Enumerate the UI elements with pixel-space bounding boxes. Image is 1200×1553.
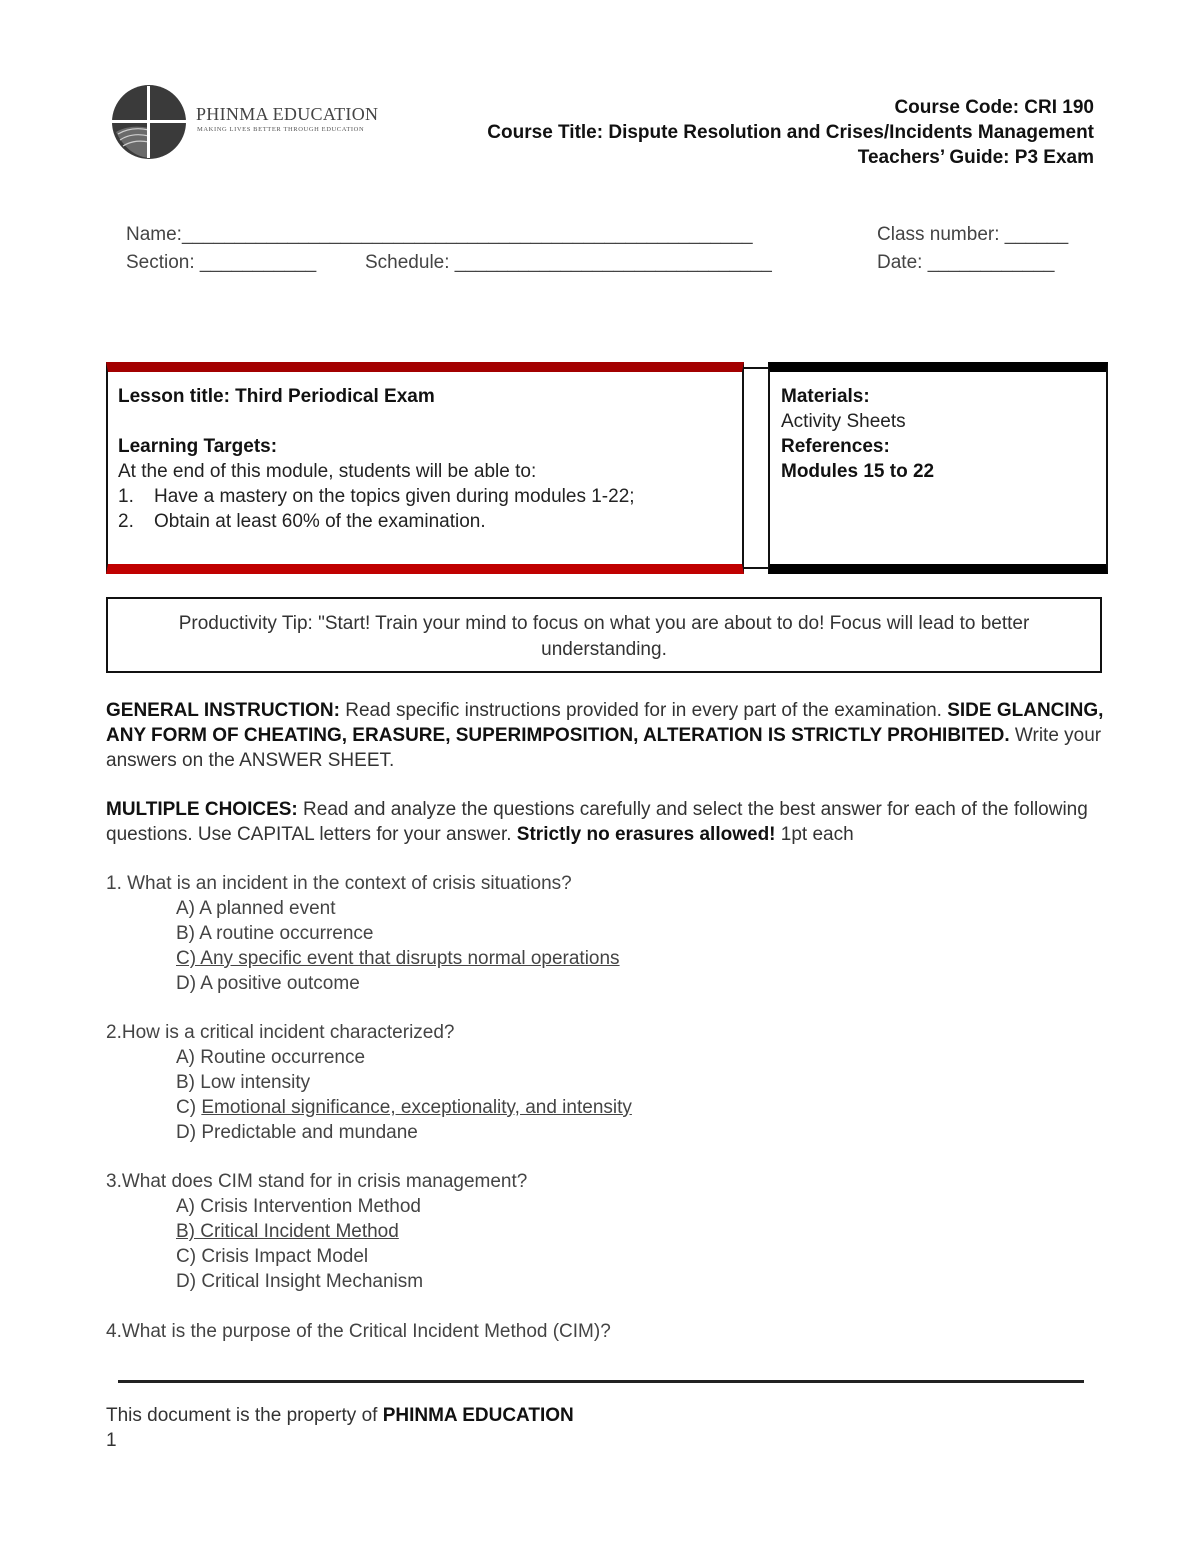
question-1-options	[176, 896, 620, 996]
materials-value: Activity Sheets	[781, 411, 906, 432]
question-1: 1. What is an incident in the context of crisis situations?	[106, 873, 572, 894]
references-label: References:	[781, 436, 890, 457]
option-c: C) Crisis Impact Model	[176, 1246, 369, 1267]
name-field[interactable]: Name:______________________________________________________	[126, 224, 753, 245]
multiple-choice-instruction	[106, 797, 1106, 847]
course-code: Course Code: CRI 190	[894, 97, 1094, 118]
option-a: A) Routine occurrence	[176, 1047, 366, 1068]
footer-divider	[118, 1380, 1084, 1383]
learning-target-number: 1.	[118, 486, 134, 507]
date-field[interactable]: Date: ____________	[877, 252, 1055, 273]
footer-property-line	[106, 1403, 574, 1428]
materials-box	[768, 362, 1108, 574]
learning-targets-label: Learning Targets:	[118, 436, 278, 457]
option-b: B) A routine occurrence	[176, 923, 374, 944]
logo-tagline: MAKING LIVES BETTER THROUGH EDUCATION	[197, 126, 365, 133]
multiple-choice-label: MULTIPLE CHOICES:	[106, 799, 298, 820]
learning-target-number: 2.	[118, 511, 134, 532]
option-c-answer: C) Any specific event that disrupts normal operations	[176, 948, 620, 969]
option-c-prefix: C)	[176, 1097, 202, 1118]
general-instruction-text2: Write your answers on the ANSWER SHEET.	[106, 725, 1102, 771]
multiple-choice-points: 1pt each	[775, 824, 854, 845]
option-a: A) Crisis Intervention Method	[176, 1196, 421, 1217]
question-4: 4.What is the purpose of the Critical Incident Method (CIM)?	[106, 1321, 611, 1342]
general-instruction-warning: SIDE GLANCING, ANY FORM OF CHEATING, ERASURE, SUPERIMPOSITION, ALTERATION IS STRICTLY PROHIBITED.	[106, 700, 1104, 746]
lesson-box	[106, 362, 744, 574]
course-title: Course Title: Dispute Resolution and Crises/Incidents Management	[487, 122, 1094, 143]
guide-title: Teachers’ Guide: P3 Exam	[857, 147, 1094, 168]
class-number-field[interactable]: Class number: ______	[877, 224, 1069, 245]
productivity-tip: Productivity Tip: "Start! Train your mind to focus on what you are about to do! Focus will lead to better understanding.	[106, 597, 1102, 673]
materials-label: Materials:	[781, 386, 870, 407]
learning-targets-list	[118, 484, 732, 534]
option-c-answer: Emotional significance, exceptionality, and intensity	[201, 1097, 632, 1118]
logo-name: PHINMA EDUCATION	[196, 104, 379, 124]
general-instruction-text: Read specific instructions provided for in every part of the examination.	[339, 700, 948, 721]
learning-target-item	[118, 509, 732, 534]
option-d: D) Critical Insight Mechanism	[176, 1271, 424, 1292]
footer	[106, 1403, 574, 1453]
multiple-choice-emphasis: Strictly no erasures allowed!	[516, 824, 776, 845]
learning-targets-intro: At the end of this module, students will be able to:	[118, 461, 537, 482]
schedule-field[interactable]: Schedule: ______________________________	[365, 252, 772, 273]
footer-text: This document is the property of	[106, 1405, 383, 1426]
learning-target-text: Have a mastery on the topics given during modules 1-22;	[154, 486, 635, 507]
option-b-answer: B) Critical Incident Method	[176, 1221, 399, 1242]
general-instruction	[106, 698, 1106, 773]
box-connector	[744, 367, 768, 569]
multiple-choice-text: Read and analyze the questions carefully and select the best answer for each of the following questions. Use CAPITAL letters for your answer.	[106, 799, 1088, 845]
question-3-options	[176, 1194, 423, 1294]
option-d: D) A positive outcome	[176, 973, 360, 994]
references-value: Modules 15 to 22	[781, 461, 935, 482]
option-a: A) A planned event	[176, 898, 336, 919]
learning-target-item	[118, 484, 732, 509]
option-d: D) Predictable and mundane	[176, 1122, 418, 1143]
lesson-title: Lesson title: Third Periodical Exam	[118, 386, 435, 407]
question-3: 3.What does CIM stand for in crisis management?	[106, 1171, 528, 1192]
question-2-options	[176, 1045, 632, 1145]
learning-target-text: Obtain at least 60% of the examination.	[154, 511, 486, 532]
footer-owner: PHINMA EDUCATION	[382, 1405, 574, 1426]
question-2: 2.How is a critical incident characterized?	[106, 1022, 455, 1043]
option-c	[176, 1095, 632, 1120]
phinma-logo-icon	[110, 84, 188, 160]
section-field[interactable]: Section: ___________	[126, 252, 317, 273]
document-header	[487, 95, 1094, 170]
page-number: 1	[106, 1430, 117, 1451]
general-instruction-label: GENERAL INSTRUCTION:	[106, 700, 340, 721]
option-b: B) Low intensity	[176, 1072, 311, 1093]
